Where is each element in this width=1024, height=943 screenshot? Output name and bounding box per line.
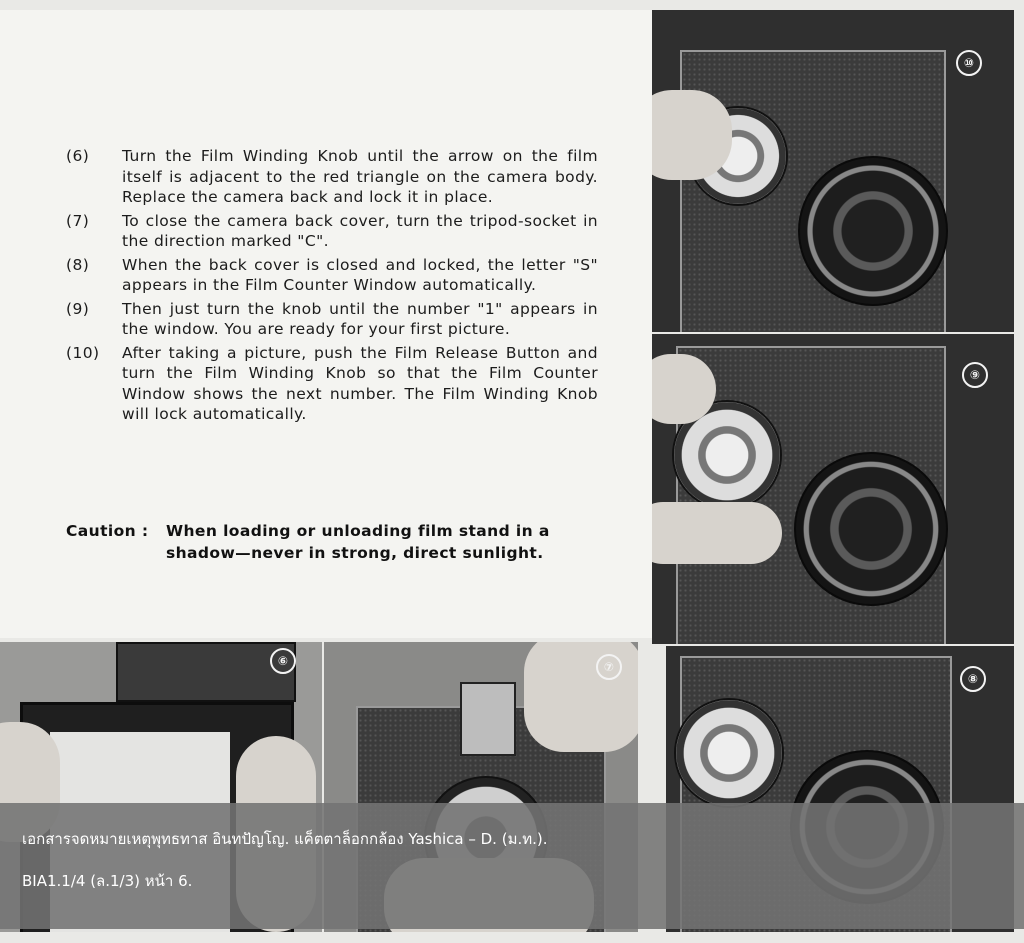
viewing-lens bbox=[798, 156, 948, 306]
viewfinder-hood bbox=[460, 682, 516, 756]
film-counter-dial bbox=[674, 698, 784, 808]
step-number: (6) bbox=[66, 147, 90, 165]
photo-number-10: ⑩ bbox=[956, 50, 982, 76]
caution-text: When loading or unloading film stand in a shadow—never in strong, direct sunlight. bbox=[166, 522, 550, 562]
photo-number-7: ⑦ bbox=[596, 654, 622, 680]
step-text: When the back cover is closed and locked, the letter "S" appears in the Film Counter Window automatically. bbox=[122, 255, 598, 294]
hand-top bbox=[524, 642, 638, 752]
photo-number-9: ⑨ bbox=[962, 362, 988, 388]
archive-caption-bar bbox=[0, 803, 1024, 929]
photo-10 bbox=[652, 10, 1014, 332]
step-number: (9) bbox=[66, 299, 90, 318]
instructions-list bbox=[66, 146, 598, 428]
instruction-step-9 bbox=[66, 299, 598, 340]
instruction-step-10 bbox=[66, 343, 598, 425]
step-text: Then just turn the knob until the number "1" appears in the window. You are ready for your first picture. bbox=[122, 299, 598, 338]
thumb bbox=[652, 502, 782, 564]
photo-number-8: ⑧ bbox=[960, 666, 986, 692]
caution-label: Caution : bbox=[66, 522, 149, 540]
caution-note bbox=[66, 520, 598, 564]
step-number: (7) bbox=[66, 211, 90, 230]
instruction-step-7 bbox=[66, 211, 598, 252]
caption-line-1: เอกสารจดหมายเหตุพุทธทาส อินทปัญโญ. แค็ตตาล็อกกล้อง Yashica – D. (ม.ท.). bbox=[22, 830, 548, 848]
instruction-step-8 bbox=[66, 255, 598, 296]
step-number: (8) bbox=[66, 255, 90, 274]
step-text: To close the camera back cover, turn the tripod-socket in the direction marked "C". bbox=[122, 211, 598, 250]
step-number: (10) bbox=[66, 343, 100, 362]
photo-9 bbox=[652, 334, 1014, 644]
viewing-lens bbox=[794, 452, 948, 606]
finger bbox=[652, 90, 732, 180]
instructions-panel bbox=[0, 10, 652, 638]
open-back-cover bbox=[116, 642, 296, 702]
instruction-step-6 bbox=[66, 146, 598, 208]
caption-line-2: BIA1.1/4 (ล.1/3) หน้า 6. bbox=[22, 872, 193, 890]
step-text: After taking a picture, push the Film Release Button and turn the Film Winding Knob so that the Film Counter Window shows the next number. The Film Winding Knob will lock automatically. bbox=[122, 343, 598, 423]
photo-number-6: ⑥ bbox=[270, 648, 296, 674]
step-text: Turn the Film Winding Knob until the arrow on the film itself is adjacent to the red triangle on the camera body. Replace the camera back and lock it in place. bbox=[122, 147, 598, 206]
